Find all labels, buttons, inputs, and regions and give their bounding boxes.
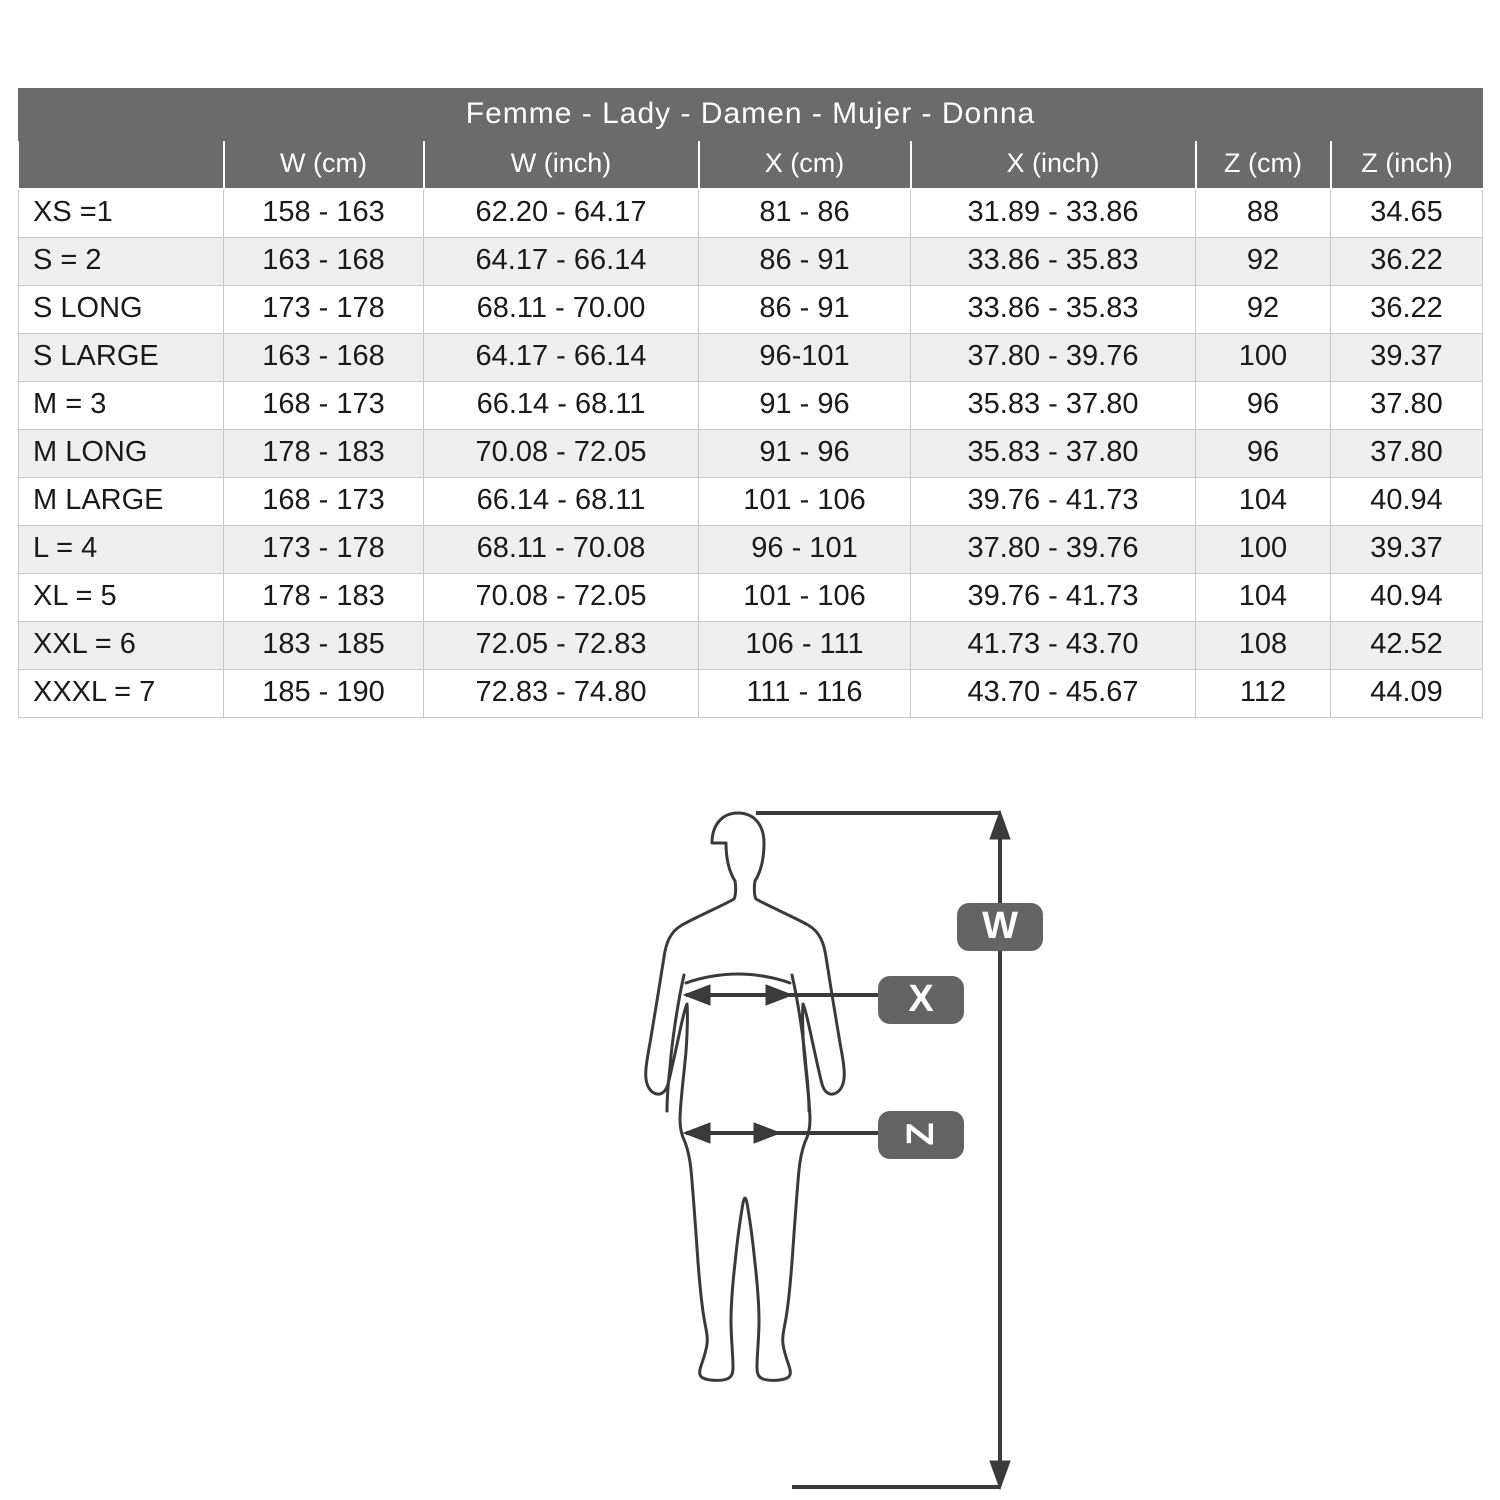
cell-z-cm: 108 [1196,622,1331,670]
cell-size: S LARGE [19,334,224,382]
cell-w-cm: 185 - 190 [224,670,424,718]
cell-w-inch: 70.08 - 72.05 [424,574,699,622]
dimension-label-z-text: Z [900,1122,942,1146]
cell-z-inch: 36.22 [1331,286,1483,334]
cell-size: S LONG [19,286,224,334]
cell-w-cm: 173 - 178 [224,526,424,574]
cell-x-inch: 35.83 - 37.80 [911,382,1196,430]
cell-size: L = 4 [19,526,224,574]
cell-z-cm: 88 [1196,189,1331,238]
cell-w-inch: 68.11 - 70.08 [424,526,699,574]
cell-z-cm: 104 [1196,574,1331,622]
table-row [19,622,1483,670]
cell-z-inch: 37.80 [1331,430,1483,478]
cell-x-cm: 101 - 106 [699,478,911,526]
cell-z-cm: 100 [1196,334,1331,382]
size-chart-table [18,88,1483,718]
cell-w-inch: 72.83 - 74.80 [424,670,699,718]
table-header-row [19,141,1483,189]
cell-w-inch: 62.20 - 64.17 [424,189,699,238]
header-cell-z-cm: Z (cm) [1196,141,1331,189]
cell-x-inch: 39.76 - 41.73 [911,574,1196,622]
cell-z-cm: 92 [1196,238,1331,286]
measurement-diagram [560,805,1080,1495]
header-cell-w-cm: W (cm) [224,141,424,189]
cell-w-inch: 68.11 - 70.00 [424,286,699,334]
cell-size: XS =1 [19,189,224,238]
cell-w-cm: 173 - 178 [224,286,424,334]
header-cell-x-cm: X (cm) [699,141,911,189]
cell-x-cm: 96-101 [699,334,911,382]
table-row [19,238,1483,286]
cell-z-inch: 37.80 [1331,382,1483,430]
dimension-label-x [878,976,964,1024]
cell-z-cm: 100 [1196,526,1331,574]
cell-z-inch: 42.52 [1331,622,1483,670]
cell-w-inch: 64.17 - 66.14 [424,238,699,286]
cell-x-inch: 33.86 - 35.83 [911,238,1196,286]
cell-z-inch: 39.37 [1331,334,1483,382]
table-row [19,382,1483,430]
dimension-label-z [878,1111,964,1159]
cell-w-cm: 178 - 183 [224,430,424,478]
size-chart-container [18,88,1482,718]
table-row [19,574,1483,622]
cell-w-inch: 70.08 - 72.05 [424,430,699,478]
cell-x-inch: 33.86 - 35.83 [911,286,1196,334]
cell-x-inch: 37.80 - 39.76 [911,526,1196,574]
table-row [19,286,1483,334]
cell-z-cm: 96 [1196,382,1331,430]
header-cell-z-inch: Z (inch) [1331,141,1483,189]
cell-size: M LONG [19,430,224,478]
cell-w-cm: 168 - 173 [224,478,424,526]
cell-x-inch: 39.76 - 41.73 [911,478,1196,526]
table-row [19,189,1483,238]
cell-w-inch: 66.14 - 68.11 [424,382,699,430]
cell-w-cm: 158 - 163 [224,189,424,238]
cell-z-inch: 40.94 [1331,478,1483,526]
cell-z-inch: 39.37 [1331,526,1483,574]
cell-z-inch: 36.22 [1331,238,1483,286]
cell-size: XL = 5 [19,574,224,622]
cell-x-cm: 96 - 101 [699,526,911,574]
body-outline-icon [646,813,845,1380]
dimension-label-w [957,903,1043,951]
cell-x-cm: 81 - 86 [699,189,911,238]
cell-x-inch: 41.73 - 43.70 [911,622,1196,670]
cell-x-inch: 31.89 - 33.86 [911,189,1196,238]
cell-size: M LARGE [19,478,224,526]
cell-z-cm: 104 [1196,478,1331,526]
cell-w-cm: 163 - 168 [224,238,424,286]
cell-z-cm: 112 [1196,670,1331,718]
cell-w-cm: 168 - 173 [224,382,424,430]
table-title: Femme - Lady - Damen - Mujer - Donna [18,88,1483,141]
cell-w-cm: 163 - 168 [224,334,424,382]
cell-z-inch: 44.09 [1331,670,1483,718]
cell-x-cm: 106 - 111 [699,622,911,670]
dimension-label-w-text: W [982,905,1018,947]
cell-z-inch: 40.94 [1331,574,1483,622]
cell-z-inch: 34.65 [1331,189,1483,238]
dimension-label-x-text: X [908,978,934,1020]
cell-x-inch: 37.80 - 39.76 [911,334,1196,382]
cell-size: M = 3 [19,382,224,430]
header-cell-x-inch: X (inch) [911,141,1196,189]
table-row [19,670,1483,718]
cell-w-inch: 66.14 - 68.11 [424,478,699,526]
cell-size: S = 2 [19,238,224,286]
cell-x-inch: 43.70 - 45.67 [911,670,1196,718]
header-cell-size [19,141,224,189]
cell-w-inch: 72.05 - 72.83 [424,622,699,670]
header-cell-w-inch: W (inch) [424,141,699,189]
cell-x-cm: 86 - 91 [699,238,911,286]
cell-z-cm: 96 [1196,430,1331,478]
cell-x-cm: 91 - 96 [699,382,911,430]
table-row [19,334,1483,382]
cell-z-cm: 92 [1196,286,1331,334]
cell-w-inch: 64.17 - 66.14 [424,334,699,382]
cell-w-cm: 178 - 183 [224,574,424,622]
cell-x-cm: 111 - 116 [699,670,911,718]
cell-w-cm: 183 - 185 [224,622,424,670]
table-row [19,526,1483,574]
cell-size: XXL = 6 [19,622,224,670]
table-row [19,478,1483,526]
table-row [19,430,1483,478]
cell-x-cm: 91 - 96 [699,430,911,478]
cell-x-cm: 86 - 91 [699,286,911,334]
cell-x-inch: 35.83 - 37.80 [911,430,1196,478]
cell-x-cm: 101 - 106 [699,574,911,622]
cell-size: XXXL = 7 [19,670,224,718]
